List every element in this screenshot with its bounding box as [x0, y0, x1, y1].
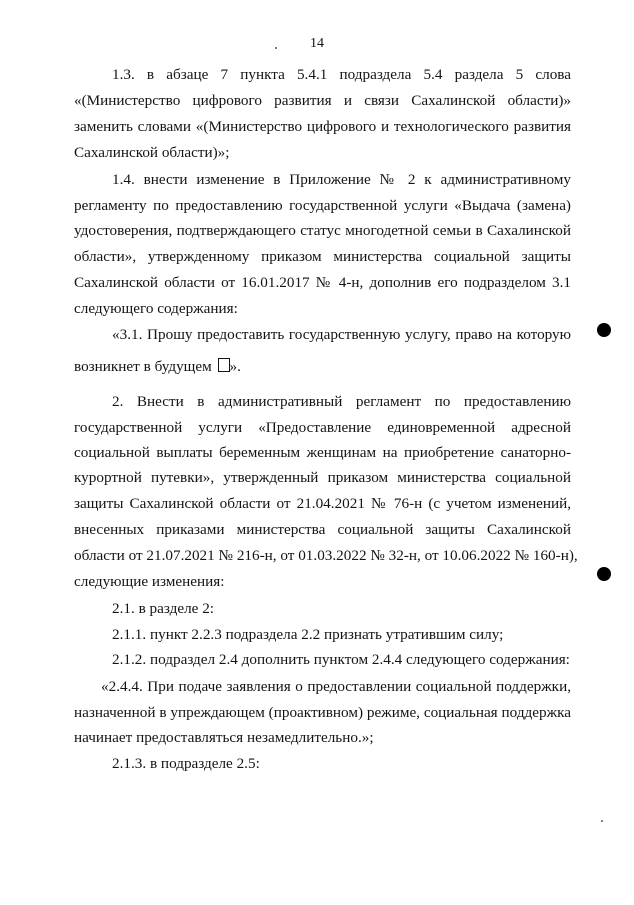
text-line: 2.1.3. в подразделе 2.5:	[112, 755, 260, 772]
text-line: «(Министерство цифрового развития и связи Сахалинской области)»	[74, 92, 571, 109]
scan-speck	[601, 820, 603, 822]
text-line: 1.4. внести изменение в Приложение № 2 к административному	[112, 171, 571, 188]
text-line: 2.1.1. пункт 2.2.3 подраздела 2.2 признать утратившим силу;	[112, 626, 504, 643]
page-number: 14	[310, 36, 324, 51]
text-line: курортной путевки», утвержденный приказом министерства социальной	[74, 469, 571, 486]
text-line: 2.1.2. подраздел 2.4 дополнить пунктом 2.4.4 следующего содержания:	[112, 651, 570, 668]
text-line: «3.1. Прошу предоставить государственную услугу, право на которую	[112, 326, 571, 343]
text-line: начинает предоставляться незамедлительно.»;	[74, 729, 374, 746]
text-line: 2.1. в разделе 2:	[112, 600, 215, 617]
text-line: Сахалинской области от 16.01.2017 № 4-н, дополнив его подразделом 3.1	[74, 274, 571, 291]
text-line: 1.3. в абзаце 7 пункта 5.4.1 подраздела 5.4 раздела 5 слова	[112, 66, 571, 83]
text-line: удостоверения, подтверждающего статус многодетной семьи в Сахалинской	[74, 222, 571, 239]
scan-speck	[275, 47, 277, 49]
text-line: назначенной в упреждающем (проактивном) режиме, социальная поддержка	[74, 704, 571, 721]
text-fragment: ».	[229, 358, 241, 375]
text-line: области от 21.07.2021 № 216-н, от 01.03.2022 № 32-н, от 10.06.2022 № 160-н),	[74, 547, 578, 564]
text-line: социальной выплаты беременным женщинам на приобретение санаторно-	[74, 444, 571, 461]
text-line: государственной услуги «Предоставление единовременной адресной	[74, 419, 571, 436]
text-line: области», утвержденному приказом министерства социальной защиты	[74, 248, 571, 265]
text-line: 2. Внести в административный регламент по предоставлению	[112, 393, 571, 410]
text-line: регламенту по предоставлению государственной услуги «Выдача (замена)	[74, 197, 571, 214]
punch-hole-mark	[597, 567, 611, 581]
text-line: следующие изменения:	[74, 573, 225, 590]
text-fragment: возникнет в будущем	[74, 358, 212, 375]
text-line: следующего содержания:	[74, 300, 238, 317]
checkbox-icon	[218, 358, 230, 372]
text-line	[74, 358, 571, 376]
text-line: заменить словами «(Министерство цифрового и технологического развития	[74, 118, 571, 135]
text-line: защиты Сахалинской области от 21.04.2021 № 76-н (с учетом изменений,	[74, 495, 571, 512]
text-line: «2.4.4. При подаче заявления о предоставлении социальной поддержки,	[101, 678, 571, 695]
text-line: внесенных приказами министерства социальной защиты Сахалинской	[74, 521, 571, 538]
punch-hole-mark	[597, 323, 611, 337]
text-line: Сахалинской области)»;	[74, 144, 230, 161]
